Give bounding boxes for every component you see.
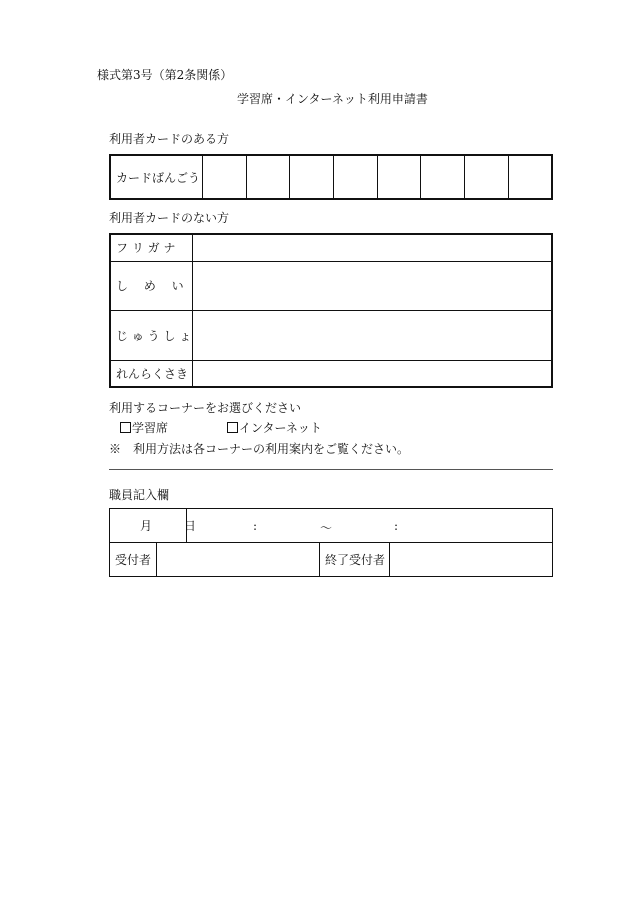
furigana-label: フ リ ガ ナ: [110, 234, 193, 261]
start-time-colon: :: [253, 519, 258, 533]
applicant-info-table: [109, 233, 553, 388]
page-title: 学習席・インターネット利用申請書: [237, 92, 428, 106]
option-internet[interactable]: [227, 419, 322, 436]
form-number: 様式第3号（第2条関係）: [97, 68, 233, 82]
without-card-heading: 利用者カードのない方: [109, 211, 230, 225]
staff-date-table: [109, 508, 553, 543]
card-digit-2[interactable]: [246, 155, 290, 199]
corner-prompt: 利用するコーナーをお選びください: [109, 401, 302, 415]
usage-note: ※ 利用方法は各コーナーの利用案内をご覧ください。: [109, 442, 410, 456]
end-time-colon: :: [394, 519, 399, 533]
receiver-label: 受付者: [110, 543, 157, 577]
card-digit-3[interactable]: [290, 155, 334, 199]
contact-label: れんらくさき: [110, 360, 193, 387]
month-label: 月: [140, 519, 153, 533]
time-range-cell[interactable]: [187, 509, 553, 543]
staff-receiver-table: [109, 542, 553, 577]
card-digit-8[interactable]: [508, 155, 552, 199]
name-label: し め い: [110, 261, 193, 310]
study-seat-label: 学習席: [132, 421, 169, 435]
card-number-label: カードばんごう: [110, 155, 203, 199]
card-digit-5[interactable]: [377, 155, 421, 199]
study-seat-checkbox[interactable]: [120, 422, 131, 433]
divider: [109, 469, 553, 470]
with-card-heading: 利用者カードのある方: [109, 132, 230, 146]
contact-field[interactable]: [193, 360, 553, 387]
receiver-field[interactable]: [157, 543, 320, 577]
furigana-field[interactable]: [193, 234, 553, 261]
card-digit-6[interactable]: [421, 155, 465, 199]
card-digit-7[interactable]: [465, 155, 509, 199]
date-cell[interactable]: [110, 509, 196, 543]
card-digit-4[interactable]: [334, 155, 378, 199]
address-field[interactable]: [193, 310, 553, 360]
card-number-table: [109, 154, 553, 200]
internet-checkbox[interactable]: [227, 422, 238, 433]
name-field[interactable]: [193, 261, 553, 310]
day-label: 日: [183, 519, 196, 533]
internet-label: インターネット: [239, 421, 322, 435]
address-label: じ ゅ う し ょ: [110, 310, 193, 360]
time-range-tilde: ～: [320, 521, 333, 535]
card-digit-1[interactable]: [203, 155, 247, 199]
end-receiver-label: 終了受付者: [320, 543, 390, 577]
option-study-seat[interactable]: [120, 419, 168, 436]
end-receiver-field[interactable]: [390, 543, 553, 577]
staff-heading: 職員記入欄: [109, 488, 170, 502]
